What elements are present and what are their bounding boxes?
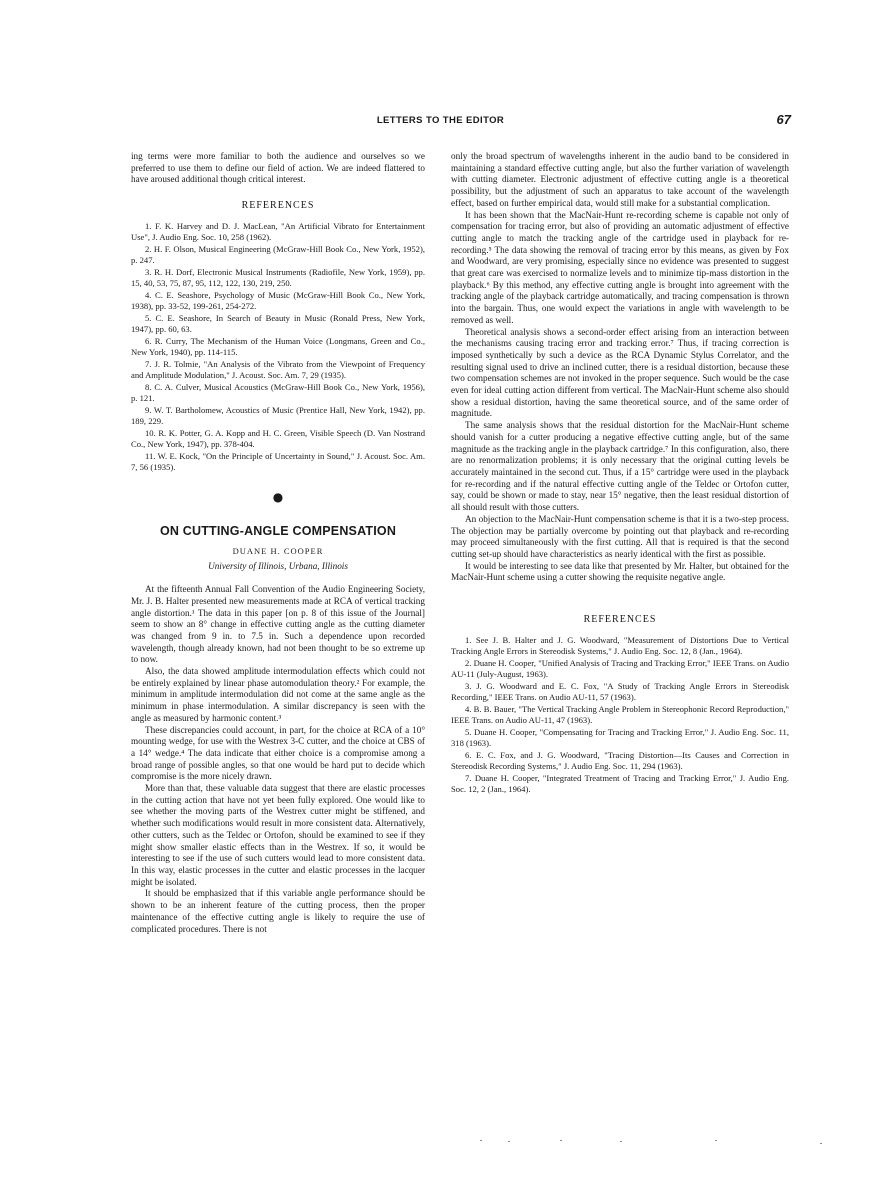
reference-item: 1. See J. B. Halter and J. G. Woodward, "Measurement of Distortions Due to Vertical Tracking Angle Errors in Stereodisk Systems," J. Audio Eng. Soc. 12, 8 (Jan., 1964).: [451, 635, 789, 657]
scan-speck: [480, 1140, 482, 1141]
body-paragraph: Also, the data showed amplitude intermodulation effects which could not be entirely explained by linear phase automodulation theory.² For example, the minimum in amplitude intermodulation did not come at the same angle as the minimum in phase intermodulation. A similar discrepancy is seen with the angle as measured by harmonic content.³: [131, 666, 425, 723]
body-paragraph: The same analysis shows that the residual distortion for the MacNair-Hunt scheme should vanish for a cutter producing a negative effective cutting angle, but of the same magnitude as the tracking angle in the playback cartridge.⁷ In this configuration, also, there are no renormalization problems; it is only necessary that the original cutting levels be accurately maintained in the second cut. Thus, if a 15° cartridge were used in the playback for re-recording and if the natural effective cutting angle of the Teldec or Ortofon cutter, say, could be shown or made to stay, near 15° negative, then the least residual distortion of all should result with those cutters.: [451, 420, 789, 513]
running-title: LETTERS TO THE EDITOR: [376, 115, 505, 126]
reference-item: 2. Duane H. Cooper, "Unified Analysis of Tracing and Tracking Error," IEEE Trans. on Audio AU-11 (July-August, 1963).: [451, 658, 789, 680]
scan-specks: [470, 1140, 830, 1150]
reference-item: 5. C. E. Seashore, In Search of Beauty in Music (Ronald Press, New York, 1947), pp. 60, 63.: [131, 313, 425, 335]
reference-item: 3. J. G. Woodward and E. C. Fox, "A Study of Tracking Angle Errors in Stereodisk Recording," IEEE Trans. on Audio AU-11, 57 (1963).: [451, 681, 789, 703]
reference-item: 11. W. E. Kock, "On the Principle of Uncertainty in Sound," J. Acoust. Soc. Am. 7, 56 (1935).: [131, 451, 425, 473]
author-affiliation: University of Illinois, Urbana, Illinois: [208, 561, 348, 572]
reference-item: 10. R. K. Potter, G. A. Kopp and H. C. Green, Visible Speech (D. Van Nostrand Co., New York, 1947), pp. 378-404.: [131, 428, 425, 450]
body-paragraph: only the broad spectrum of wavelengths inherent in the audio band to be considered in maintaining a standard effective cutting angle, but also the further variation of wavelength with cutting diameter. Electronic adjustment of effective cutting angle is a theoretical possibility, but the adjustment of such an apparatus to take account of the wavelength effect, based on further empirical data, would still make for a substantial complication.: [451, 151, 789, 208]
scan-speck: [715, 1140, 717, 1141]
left-column: [131, 151, 425, 935]
reference-item: 8. C. A. Culver, Musical Acoustics (McGraw-Hill Book Co., New York, 1956), p. 121.: [131, 382, 425, 404]
scan-speck: [820, 1143, 822, 1144]
scan-speck: [620, 1141, 622, 1142]
scan-speck: [560, 1140, 562, 1141]
continued-paragraph: ing terms were more familiar to both the audience and ourselves so we preferred to use them to define our field of action. We are indeed flattered to have aroused additional though critical interest.: [131, 151, 425, 185]
body-paragraph: It should be emphasized that if this variable angle performance should be shown to be an inherent feature of the cutting process, then the proper maintenance of the effective cutting angle is likely to require the use of complicated procedures. There is not: [131, 888, 425, 934]
references-heading: REFERENCES: [583, 614, 657, 626]
reference-item: 6. E. C. Fox, and J. G. Woodward, "Tracing Distortion—Its Causes and Correction in Stereodisk Recording Systems," J. Audio Eng. Soc. 11, 294 (1963).: [451, 750, 789, 772]
reference-item: 1. F. K. Harvey and D. J. MacLean, "An Artificial Vibrato for Entertainment Use", J. Audio Eng. Soc. 10, 258 (1962).: [131, 221, 425, 243]
author-name: DUANE H. COOPER: [232, 546, 324, 557]
reference-list: [131, 221, 425, 473]
reference-list: [451, 635, 789, 795]
reference-item: 7. J. R. Tolmie, "An Analysis of the Vibrato from the Viewpoint of Frequency and Amplitude Modulation," J. Acoust. Soc. Am. 7, 29 (1935).: [131, 359, 425, 381]
reference-item: 2. H. F. Olson, Musical Engineering (McGraw-Hill Book Co., New York, 1952), p. 247.: [131, 244, 425, 266]
section-separator-bullet: ●: [272, 490, 284, 505]
right-column: [451, 151, 789, 796]
reference-item: 7. Duane H. Cooper, "Integrated Treatment of Tracing and Tracking Error," J. Audio Eng. Soc. 12, 2 (Jan., 1964).: [451, 773, 789, 795]
body-paragraph: At the fifteenth Annual Fall Convention of the Audio Engineering Society, Mr. J. B. Halter presented new measurements made at RCA of vertical tracking angle distortion.¹ The data in this paper [on p. 8 of this issue of the Journal] seem to show an 8° change in effective cutting angle as the cutting diameter was changed from 9 in. to 7.5 in. Such a dependence upon recorded wavelength, though already known, had not been thought to be so extreme up to now.: [131, 584, 425, 665]
body-paragraph: An objection to the MacNair-Hunt compensation scheme is that it is a two-step process. The objection may be partially overcome by pointing out that playback and re-recording may proceed simultaneously with the first cutting. All that is required is that the second cutting set-up should have characteristics as nearly identical with the first as possible.: [451, 513, 789, 559]
body-paragraph: More than that, these valuable data suggest that there are elastic processes in the cutting action that have not yet been fully explored. One would like to see whether the moving parts of the Westrex cutter might be stiffened, and whether such modifications would result in more consistent data. Alternatively, other cutters, such as the Teldec or Ortofon, should be examined to see if they might show smaller elastic effects than in the Westrex. If so, it would be interesting to see if the use of such cutters would lead to more consistent data. In this way, elastic processes in the cutter and elastic processes in the lacquer might be isolated.: [131, 783, 425, 887]
reference-item: 4. C. E. Seashore, Psychology of Music (McGraw-Hill Book Co., New York, 1938), pp. 33-52, 199-261, 254-272.: [131, 290, 425, 312]
body-paragraph: Theoretical analysis shows a second-order effect arising from an interaction between the mechanisms causing tracing error and tracking error.⁷ Thus, if tracing correction is imposed synthetically by such a device as the RCA Dynamic Stylus Correlator, and the resulting signal used to drive an inclined cutter, there is a residual distortion, because these two compensation schemes are not invoked in the proper sequence. Such would be the case even for ideal cutting action different from vertical. The MacNair-Hunt scheme also should show a residual distortion, having the same theoretical source, and of the same order of magnitude.: [451, 326, 789, 419]
reference-item: 3. R. H. Dorf, Electronic Musical Instruments (Radiofile, New York, 1959), pp. 15, 40, 53, 75, 87, 95, 112, 122, 130, 219, 250.: [131, 267, 425, 289]
scan-speck: [508, 1141, 510, 1142]
references-heading: REFERENCES: [241, 200, 315, 212]
running-head: [0, 112, 881, 132]
reference-item: 4. B. B. Bauer, "The Vertical Tracking Angle Problem in Stereophonic Record Reproduction," IEEE Trans. on Audio AU-11, 47 (1963).: [451, 704, 789, 726]
reference-item: 9. W. T. Bartholomew, Acoustics of Music (Prentice Hall, New York, 1942), pp. 189, 229.: [131, 405, 425, 427]
body-paragraph: It has been shown that the MacNair-Hunt re-recording scheme is capable not only of compensation for tracing error, but also of providing an automatic adjustment of effective cutting angle to match the tracking angle of the cartridge used in playback for re-recording.⁵ The data showing the removal of tracing error by this means, as given by Fox and Woodward, are very promising, especially since no evidence was presented to suggest that great care was exercised to normalize levels and to minimize tip-mass distortion in the playback.⁶ By this method, any effective cutting angle is brought into agreement with the tracking angle of the playback cartridge automatically, and tracing compensation is thrown into the bargain. Thus, one would expect the variations in angle with wavelength to be removed as well.: [451, 209, 789, 325]
reference-item: 6. R. Curry, The Mechanism of the Human Voice (Longmans, Green and Co., New York, 1940), pp. 114-115.: [131, 336, 425, 358]
body-paragraph: These discrepancies could account, in part, for the choice at RCA of a 10° mounting wedge, for use with the Westrex 3-C cutter, and the choice at CBS of a 14° wedge.⁴ The data indicate that either choice is a compromise among a broad range of possible angles, so that one would be hard put to decide which compromise is the more nicely drawn.: [131, 724, 425, 782]
article-title: ON CUTTING-ANGLE COMPENSATION: [159, 524, 397, 539]
body-paragraph: It would be interesting to see data like that presented by Mr. Halter, but obtained for the MacNair-Hunt scheme using a cutter showing the requisite negative angle.: [451, 560, 789, 583]
reference-item: 5. Duane H. Cooper, "Compensating for Tracing and Tracking Error," J. Audio Eng. Soc. 11, 318 (1963).: [451, 727, 789, 749]
page-number: 67: [776, 112, 791, 127]
